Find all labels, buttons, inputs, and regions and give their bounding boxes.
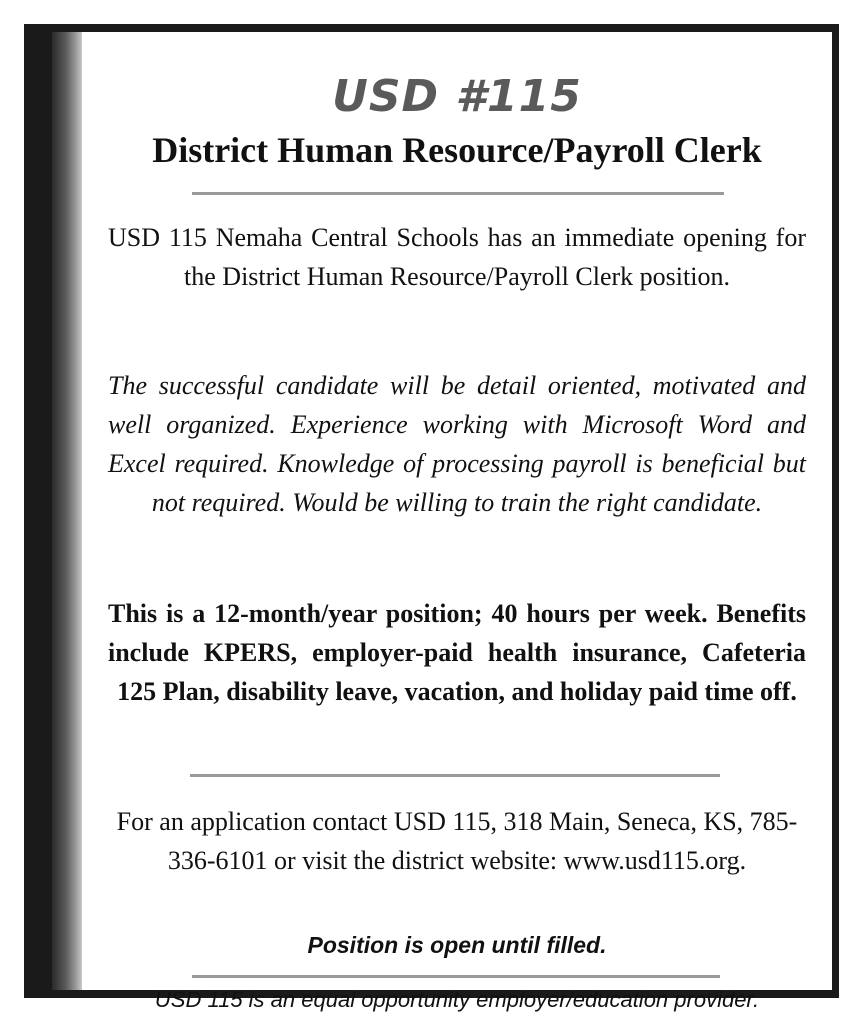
ad-body [82, 32, 832, 1012]
open-until-filled-note: Position is open until filled. [307, 932, 607, 958]
contact-paragraph: For an application contact USD 115, 318 Main, Seneca, KS, 785-336-6101 or visit the district website: www.usd115.org. [116, 807, 798, 875]
description-paragraph: The successful candidate will be detail oriented, motivated and well organized. Experience working with Microsoft Word and Excel required. Knowledge of processing payroll is beneficial but not required. Would be willing to train the right candidate. [108, 371, 806, 517]
intro-paragraph: USD 115 Nemaha Central Schools has an immediate opening for the District Human Resource/Payroll Clerk position. [108, 223, 806, 291]
ad-title: USD #115 [332, 71, 582, 122]
divider-bottom [192, 975, 720, 978]
shadow-bar [52, 32, 82, 990]
divider-top [192, 192, 724, 195]
job-title: District Human Resource/Payroll Clerk [152, 130, 762, 170]
divider-middle [190, 774, 720, 777]
benefits-paragraph: This is a 12-month/year position; 40 hours per week. Benefits include KPERS, employer-paid health insurance, Cafeteria 125 Plan, disability leave, vacation, and holiday paid time off. [108, 599, 806, 706]
equal-opportunity-statement: USD 115 is an equal opportunity employer/education provider. [154, 987, 760, 1012]
